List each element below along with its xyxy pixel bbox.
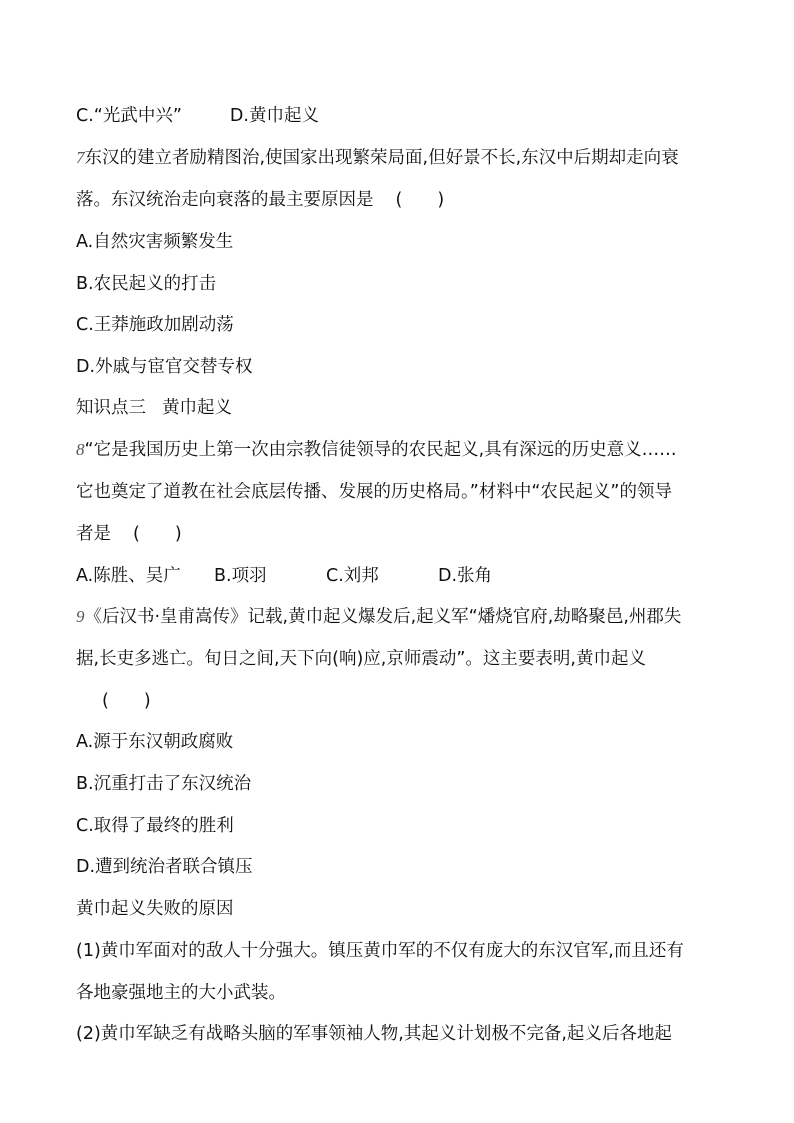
q9-option-b[interactable]: B.沉重打击了东汉统治 (76, 774, 252, 794)
q8-stem-line2: 它也奠定了道教在社会底层传播、发展的历史格局。”材料中“农民起义”的领导 (76, 482, 672, 502)
q6-options-row (76, 104, 726, 128)
q9-number: 9 (76, 607, 85, 626)
q8-stem-line1 (76, 438, 726, 462)
q9-option-c[interactable]: C.取得了最终的胜利 (76, 816, 234, 836)
q9-stem-text1: 《后汉书·皇甫嵩传》记载,黄巾起义爆发后,起义军“燔烧官府,劫略聚邑,州郡失 (84, 607, 682, 627)
note-p1-line2: 各地豪强地主的大小武装。 (76, 983, 286, 1003)
q8-number: 8 (76, 440, 85, 459)
q9-stem-line2: 据,长吏多逃亡。旬日之间,天下向(响)应,京师震动”。这主要表明,黄巾起义 (76, 649, 646, 669)
q8-option-c[interactable]: C.刘邦 (326, 566, 379, 586)
q7-stem-line1 (76, 146, 726, 170)
note-p1-line1: (1)黄巾军面对的敌人十分强大。镇压黄巾军的不仅有庞大的东汉官军,而且还有 (76, 941, 684, 961)
q9-option-a[interactable]: A.源于东汉朝政腐败 (76, 732, 234, 752)
q7-stem-line2 (76, 188, 726, 212)
q7-stem-text2: 落。东汉统治走向衰落的最主要原因是 (76, 190, 374, 210)
q9-answer-blank[interactable]: ( ) (102, 691, 151, 711)
q8-option-b[interactable]: B.项羽 (214, 566, 267, 586)
q9-stem-line3 (76, 689, 726, 713)
q8-stem-text1: “它是我国历史上第一次由宗教信徒领导的农民起义,具有深远的历史意义…… (84, 440, 677, 460)
q7-option-a[interactable]: A.自然灾害频繁发生 (76, 232, 234, 252)
q8-stem-line3 (76, 522, 726, 546)
q7-option-d[interactable]: D.外戚与宦官交替专权 (76, 357, 253, 377)
section-label: 知识点三 (76, 398, 146, 418)
q7-stem-text1: 东汉的建立者励精图治,使国家出现繁荣局面,但好景不长,东汉中后期却走向衰 (84, 148, 679, 168)
section-heading (76, 396, 726, 420)
q8-stem-text3: 者是 (76, 524, 111, 544)
q6-option-c[interactable]: C.“光武中兴” (76, 106, 182, 126)
section-title: 黄巾起义 (162, 398, 232, 418)
q8-options-row (76, 564, 726, 588)
q8-option-a[interactable]: A.陈胜、吴广 (76, 566, 181, 586)
q7-option-b[interactable]: B.农民起义的打击 (76, 274, 217, 294)
note-title: 黄巾起义失败的原因 (76, 899, 234, 919)
q8-answer-blank[interactable]: ( ) (133, 524, 182, 544)
q7-number: 7 (76, 148, 85, 167)
q6-option-d[interactable]: D.黄巾起义 (229, 106, 319, 126)
q9-stem-line1 (76, 605, 726, 629)
q7-option-c[interactable]: C.王莽施政加剧动荡 (76, 315, 234, 335)
note-p2-line1: (2)黄巾军缺乏有战略头脑的军事领袖人物,其起义计划极不完备,起义后各地起 (76, 1024, 672, 1044)
q8-option-d[interactable]: D.张角 (438, 566, 493, 586)
q7-answer-blank[interactable]: ( ) (395, 190, 445, 210)
q9-option-d[interactable]: D.遭到统治者联合镇压 (76, 857, 253, 877)
